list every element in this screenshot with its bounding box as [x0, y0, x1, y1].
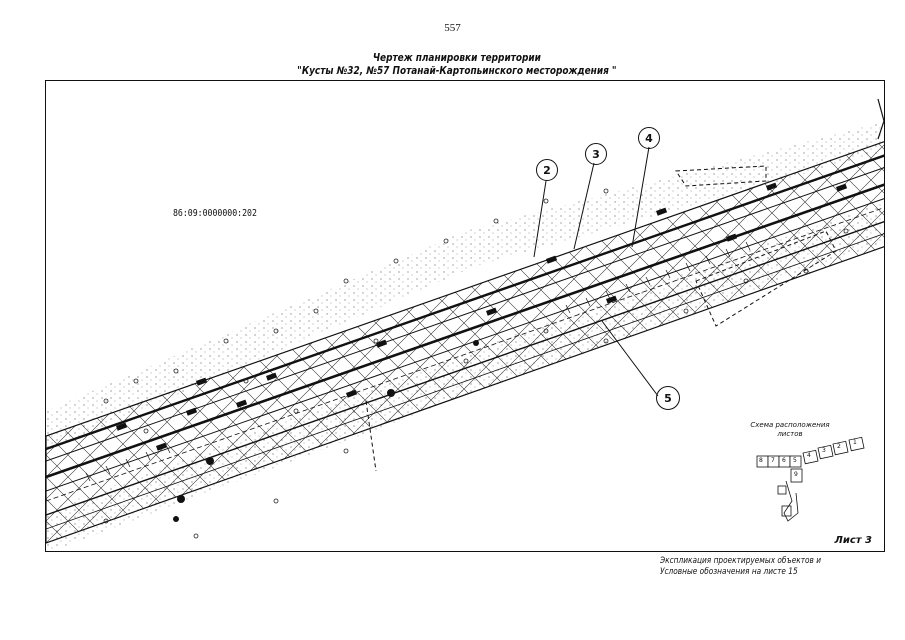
scheme-number-4: 4 [807, 452, 811, 459]
parcel-number: 86:09:0000000:202 [173, 208, 257, 219]
corridor-drawing [46, 81, 885, 552]
callout-2-label: 2 [543, 163, 551, 177]
title-line-1: Чертеж планировки территории [372, 52, 541, 64]
callout-5 [656, 386, 680, 410]
scheme-number-7: 7 [771, 457, 775, 464]
scheme-number-5: 5 [793, 457, 797, 464]
location-scheme [757, 437, 864, 521]
title-line-2: "Кусты №32, №57 Потанай-Картопьинского месторождения " [297, 65, 617, 77]
callout-4-label: 4 [645, 131, 653, 145]
scheme-number-9: 9 [794, 471, 798, 478]
scheme-number-3: 3 [822, 447, 826, 454]
drawing-title [0, 52, 905, 78]
footnote-line-2: Условные обозначения на листе 15 [660, 567, 798, 577]
page-number: 557 [444, 22, 461, 34]
callout-4 [638, 127, 660, 149]
callout-3 [585, 143, 607, 165]
sheet-label: Лист 3 [834, 535, 872, 546]
scheme-number-2: 2 [837, 443, 841, 450]
scheme-number-8: 8 [759, 457, 763, 464]
scheme-number-1: 1 [853, 439, 857, 446]
drawing-frame [45, 80, 885, 552]
callout-3-label: 3 [592, 147, 600, 161]
scheme-number-6: 6 [782, 457, 786, 464]
scheme-title-line-2: листов [777, 430, 803, 438]
callout-2 [536, 159, 558, 181]
right-of-way-hatched-zone [46, 141, 885, 543]
scheme-title-line-1: Схема расположения [750, 421, 830, 429]
callout-5-label: 5 [664, 391, 672, 405]
footnote [660, 556, 821, 578]
footnote-line-1: Экспликация проектируемых объектов и [660, 556, 822, 566]
location-scheme-title [750, 421, 830, 439]
